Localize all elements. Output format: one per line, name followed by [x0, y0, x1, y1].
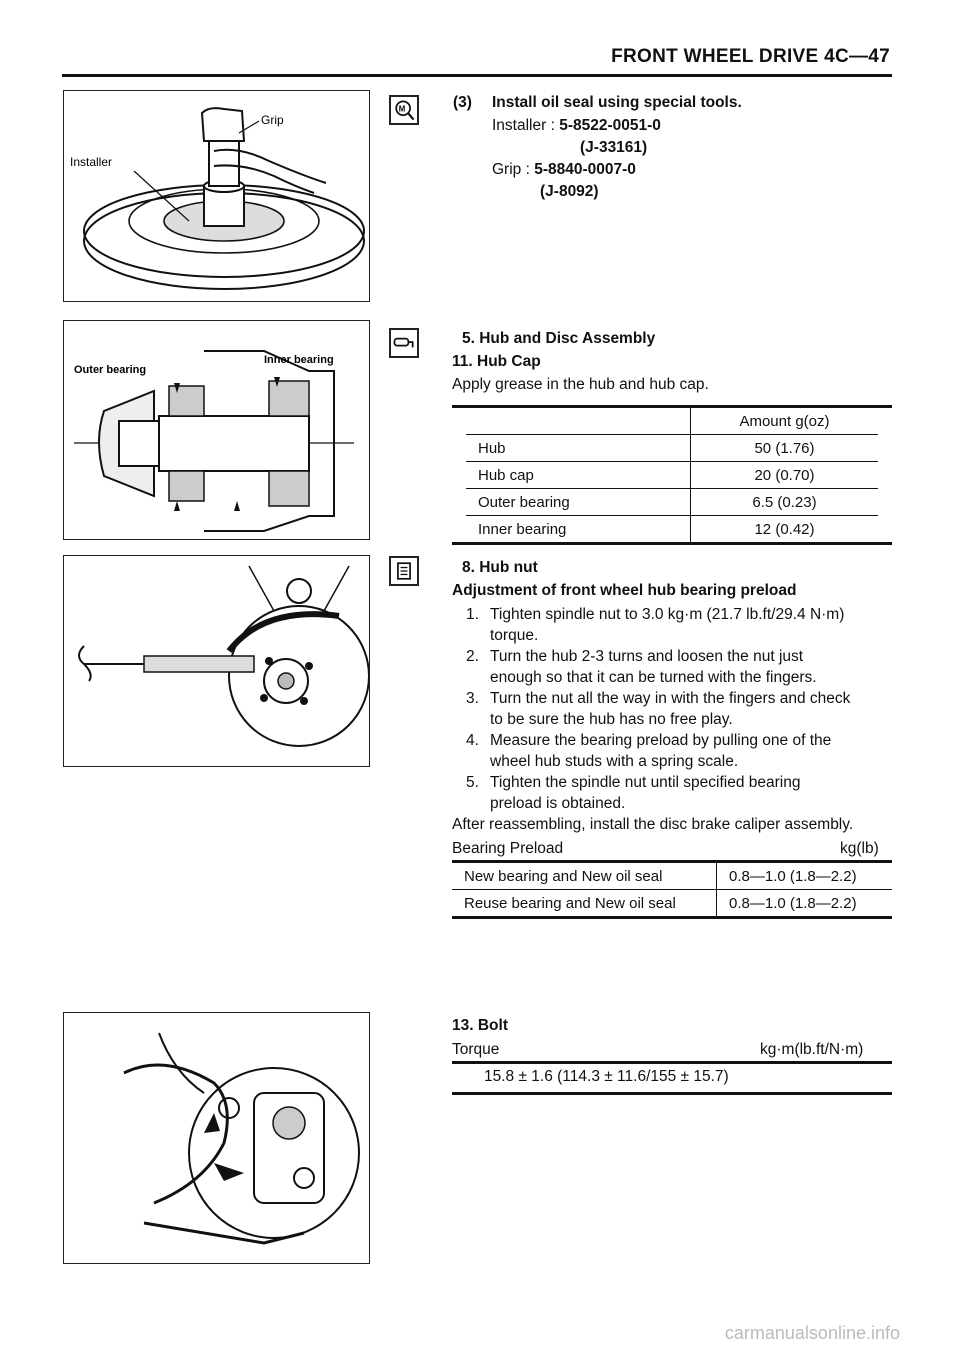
- item-hub-cap: 11. Hub Cap: [452, 353, 541, 370]
- grip-label: Grip: [261, 113, 284, 127]
- preload-step: [466, 604, 896, 646]
- grease-apply-icon: [389, 328, 419, 358]
- step-line: Tighten the spindle nut until specified bearing: [490, 774, 801, 791]
- preload-case: New bearing and New oil seal: [452, 863, 717, 890]
- step-3-text: Install oil seal using special tools.: [492, 94, 742, 111]
- grease-amount: 50 (1.76): [754, 439, 815, 457]
- grease-table: [452, 405, 892, 545]
- adjust-preload-icon: [389, 556, 419, 586]
- step-line: Turn the nut all the way in with the fingers and check: [490, 690, 851, 707]
- preload-value: 0.8—1.0 (1.8—2.2): [729, 867, 857, 885]
- page-title: FRONT WHEEL DRIVE 4C—47: [611, 46, 890, 67]
- table-row: [466, 489, 878, 516]
- preload-step: [466, 688, 896, 730]
- step-line: Turn the hub 2-3 turns and loosen the nut just: [490, 648, 804, 665]
- figure-spring-scale: [63, 555, 370, 767]
- after-reassembly-note: After reassembling, install the disc brake caliper assembly.: [452, 816, 854, 833]
- grease-amount: 20 (0.70): [754, 466, 815, 484]
- table-row: [466, 462, 878, 489]
- spring-scale-illustration: [64, 556, 369, 766]
- item-bolt: 13. Bolt: [452, 1017, 508, 1034]
- torque-unit: kg·m(lb.ft/N·m): [760, 1041, 864, 1058]
- step-number: 5.: [466, 774, 479, 791]
- step-line: enough so that it can be turned with the fingers.: [490, 669, 817, 686]
- hub-cross-section-illustration: [64, 321, 369, 539]
- grease-amount: 12 (0.42): [754, 520, 815, 538]
- preload-step: [466, 646, 896, 688]
- grease-part: Hub: [466, 435, 691, 462]
- table-row: [452, 863, 892, 890]
- svg-text:M: M: [398, 104, 406, 114]
- grip-tool-alt: (J-8092): [540, 183, 599, 200]
- grease-part: Outer bearing: [466, 489, 691, 516]
- step-line: torque.: [490, 627, 539, 644]
- preload-value: 0.8—1.0 (1.8—2.2): [729, 894, 857, 912]
- preload-case: Reuse bearing and New oil seal: [452, 890, 717, 917]
- step-line: Tighten spindle nut to 3.0 kg·m (21.7 lb.ft/29.4 N·m): [490, 606, 845, 623]
- grease-part: Inner bearing: [466, 516, 691, 543]
- item-hub-nut: 8. Hub nut: [462, 559, 538, 576]
- installer-tool-part: 5-8522-0051-0: [559, 117, 661, 134]
- installer-tool-label: Installer :: [492, 117, 555, 134]
- header-rule: [62, 74, 892, 77]
- grip-tool: [492, 159, 636, 181]
- grease-part: Hub cap: [466, 462, 691, 489]
- special-tool-icon: [389, 95, 419, 125]
- torque-value: 15.8 ± 1.6 (114.3 ± 11.6/155 ± 15.7): [484, 1068, 729, 1085]
- torque-rule-bottom: [452, 1092, 892, 1095]
- preload-subtitle: Adjustment of front wheel hub bearing preload: [452, 582, 797, 599]
- torque-label: Torque: [452, 1041, 500, 1058]
- step-number: 4.: [466, 732, 479, 749]
- caliper-bolts-illustration: [64, 1013, 369, 1263]
- step-line: preload is obtained.: [490, 795, 626, 812]
- grip-tool-label: Grip :: [492, 161, 530, 178]
- watermark: carmanualsonline.info: [724, 1323, 900, 1343]
- preload-step: [466, 772, 896, 814]
- step-number: 1.: [466, 606, 479, 623]
- preload-table: [452, 860, 892, 919]
- table-row: [452, 890, 892, 917]
- grease-table-header: Amount g(oz): [739, 412, 830, 430]
- preload-unit: kg(lb): [840, 840, 879, 857]
- outer-bearing-label: Outer bearing: [74, 364, 147, 376]
- installer-tool-alt: (J-33161): [580, 139, 648, 156]
- figure-caliper-bolts: [63, 1012, 370, 1264]
- table-row: [466, 516, 878, 543]
- item-hub-disc: 5. Hub and Disc Assembly: [462, 330, 656, 347]
- installer-tool: [492, 115, 661, 137]
- step-line: wheel hub studs with a spring scale.: [490, 753, 739, 770]
- oil-seal-install-illustration: [64, 91, 369, 301]
- figure-hub-bearings: [63, 320, 370, 540]
- step-line: Measure the bearing preload by pulling one of the: [490, 732, 832, 749]
- torque-rule-top: [452, 1061, 892, 1064]
- step-line: to be sure the hub has no free play.: [490, 711, 733, 728]
- figure-oil-seal-install: [63, 90, 370, 302]
- step-3-number: (3): [453, 94, 472, 111]
- step-number: 2.: [466, 648, 479, 665]
- step-number: 3.: [466, 690, 479, 707]
- grease-amount: 6.5 (0.23): [752, 493, 817, 511]
- installer-label: Installer: [70, 155, 113, 169]
- table-row: [466, 435, 878, 462]
- grip-tool-part: 5-8840-0007-0: [534, 161, 636, 178]
- preload-label: Bearing Preload: [452, 840, 564, 857]
- preload-step: [466, 730, 896, 772]
- grease-instruction: Apply grease in the hub and hub cap.: [452, 376, 709, 393]
- preload-steps: [466, 604, 896, 814]
- inner-bearing-label: Inner bearing: [264, 354, 334, 366]
